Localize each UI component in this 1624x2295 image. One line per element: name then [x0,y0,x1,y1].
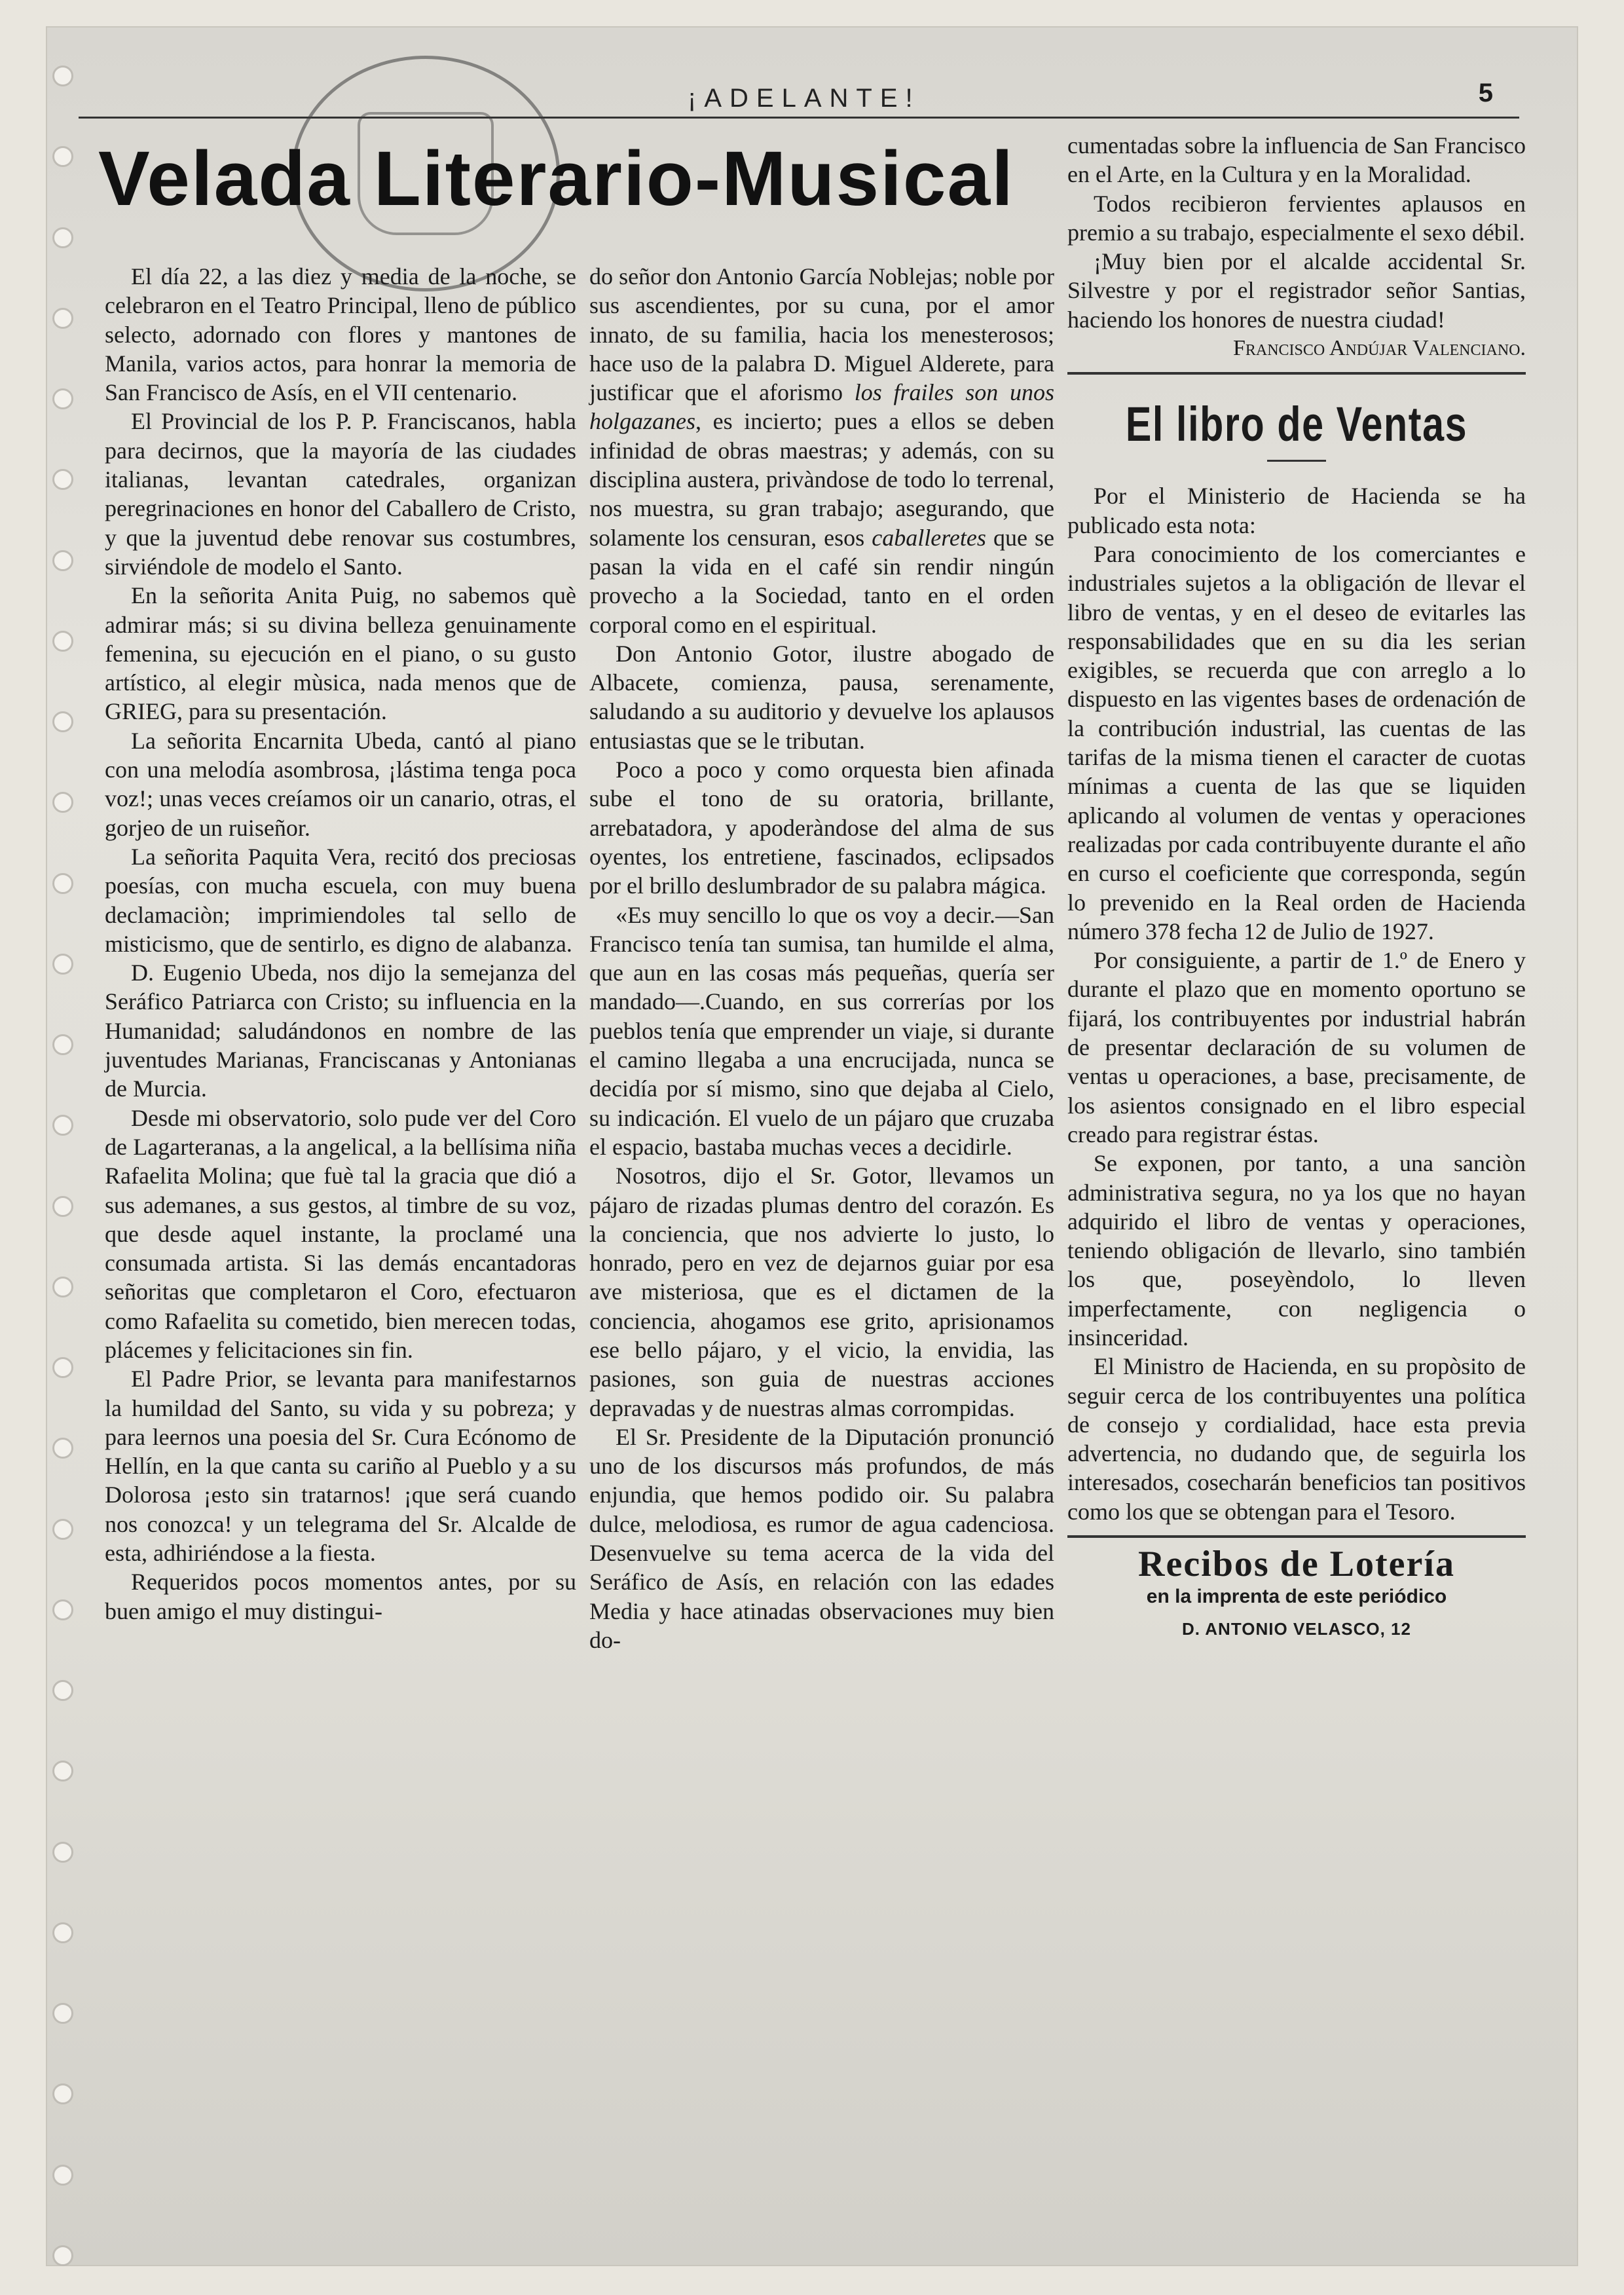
paragraph: Para conocimiento de los comerciantes e industriales sujetos a la obligación de llevar el libro de ventas, y en el deseo de evitarles las responsabilidades que en su dia les serian exigibles, se recuerda que con arreglo a lo dispuesto en las vigentes bases de ordenación de la contribución industrial, las cuentas de las tarifas de la misma tienen el caracter de cuotas mínimas a cuenta de las que se liquiden aplicando al volumen de ventas y operaciones realizadas por cada contribuyente durante el año en curso el coeficiente que corresponda, según lo prevenido en la Real orden de Hacienda número 378 fecha 12 de Julio de 1927. [1067,540,1526,944]
paragraph: ¡Muy bien por el alcalde accidental Sr. Silvestre y por el registrador señor Santias, haciendo los honores de nuestra ciudad! [1067,248,1526,333]
ring-hole-icon [52,308,73,329]
binder-rings [52,65,76,2266]
article-column-1 [105,262,576,1626]
ring-hole-icon [52,2083,73,2104]
ring-hole-icon [52,227,73,248]
paragraph: El Provincial de los P. P. Franciscanos, habla para decirnos, que la mayoría de las ciudades italianas, levantan catedrales, organizan peregrinaciones en honor del Caballero de Cristo, y que la juventud debe renovar sus costumbres, sirviéndole de modelo el Santo. [105,408,576,580]
paragraph: El día 22, a las diez y media de la noche, se celebraron en el Teatro Principal, lleno de público selecto, adornado con flores y mantones de Manila, varios actos, para honrar la memoria de San Francisco de Asís, en el VII centenario. [105,263,576,406]
header-rule [79,117,1519,119]
ring-hole-icon [52,792,73,813]
paragraph: Por el Ministerio de Hacienda se ha publicado esta nota: [1067,483,1526,538]
paragraph: Requeridos pocos momentos antes, por su buen amigo el muy distingui- [105,1569,576,1624]
ring-hole-icon [52,1680,73,1701]
ring-hole-icon [52,2245,73,2266]
text-run: , es incierto; pues a ellos se deben infinidad de obras maestras; y además, con su disciplina austera, privàndose de todo lo terrenal, nos muestra, su gran trabajo; asegurando, que solamente los censuran, esos [589,408,1054,551]
paragraph [589,262,1054,639]
article-headline: Velada Literario-Musical [98,136,1014,222]
ring-hole-icon [52,1115,73,1136]
ring-hole-icon [52,1842,73,1863]
paragraph: En la señorita Anita Puig, no sabemos què admirar más; si su divina belleza genuinamente femenina, su ejecución en el piano, o su gusto artístico, al elegir mùsica, nada menos que de GRIEG, para su presentación. [105,582,576,725]
paragraph: El Sr. Presidente de la Diputación pronunció uno de los discursos más profundos, de más enjundia, que hemos podido oir. Su palabra dulce, melodiosa, es rumor de agua cadenciosa. Desenvuelve su tema acerca de la vida del Seráfico de Asís, en relación con las edades Media y hace atinadas observaciones muy bien do- [589,1423,1054,1653]
ring-hole-icon [52,1357,73,1378]
paragraph: Poco a poco y como orquesta bien afinada sube el tono de su oratoria, brillante, arrebatadora, y apoderàndose del alma de sus oyentes, los entretiene, fascinados, eclipsados por el brillo deslumbrador de su palabra mágica. [589,756,1054,899]
masthead: ¡ADELANTE! [688,84,921,113]
paragraph: Desde mi observatorio, solo pude ver del Coro de Lagarteranas, a la angelical, a la bellísima niña Rafaelita Molina; que fuè tal la gracia que dió a sus ademanes, a sus gestos, al timbre de su voz, que desde aquel instante, la proclamé una consumada artista. Si las demás encantadoras señoritas que completaron el Coro, efectuaron como Rafaelita su cometido, bien merecen todas, plácemes y felicitaciones sin fin. [105,1104,576,1363]
ring-hole-icon [52,65,73,86]
paragraph: Nosotros, dijo el Sr. Gotor, llevamos un pájaro de rizadas plumas dentro del corazón. Es la conciencia, que nos advierte lo justo, lo honrado, pero en vez de dejarnos guiar por esa ave misteriosa, que es el dictamen de la conciencia, ahogamos ese grito, aprisionamos ese bello pájaro, y el vicio, la envidia, las pasiones, son guia de nuestras acciones depravadas y de nuestras almas corrompidas. [589,1163,1054,1421]
paragraph: Por consiguiente, a partir de 1.º de Enero y durante el plazo que en momento oportuno se fijará, los contribuyentes por industrial habrán de presentar declaración de su volumen de ventas u operaciones, a base, precisamente, de los asientos consignado en el libro especial creado para registrar éstas. [1067,947,1526,1148]
ring-hole-icon [52,873,73,894]
ad-address: D. ANTONIO VELASCO, 12 [1182,1618,1411,1639]
title-underline [1267,460,1326,462]
ring-hole-icon [52,146,73,167]
page-number: 5 [1478,79,1493,107]
ring-hole-icon [52,954,73,975]
section-title: El libro de Ventas [1125,397,1468,452]
paragraph: D. Eugenio Ubeda, nos dijo la semejanza del Seráfico Patriarca con Cristo; su influencia en la Humanidad; saludándonos en nombre de las juventudes Marianas, Franciscanas y Antonianas de Murcia. [105,960,576,1102]
ring-hole-icon [52,1599,73,1620]
author-signature: Francisco Andújar Valenciano. [1232,336,1526,361]
ring-hole-icon [52,1519,73,1540]
section-divider [1067,1535,1526,1538]
article-column-3 [1067,131,1526,1643]
text-run: que se pasan la vida en el café sin rendir ningún provecho a la Sociedad, tanto en el orden corporal como en el espiritual. [589,524,1054,638]
section-divider [1067,372,1526,375]
ad-subtitle: en la imprenta de este periódico [1146,1586,1447,1608]
ring-hole-icon [52,2003,73,2024]
paragraph: cumentadas sobre la influencia de San Francisco en el Arte, en la Cultura y en la Moralidad. [1067,132,1526,188]
ring-hole-icon [52,1196,73,1217]
italic-quote: los frailes son unos holgazanes [589,379,1054,435]
paragraph: La señorita Encarnita Ubeda, cantó al piano con una melodía asombrosa, ¡lástima tenga poca voz!; unas veces creíamos oir un canario, otras, el gorjeo de un ruiseñor. [105,727,576,841]
italic-word: caballeretes [872,524,986,551]
paragraph: «Es muy sencillo lo que os voy a decir.—San Francisco tenía tan sumisa, tan humilde el alma, que aun en las cosas más pequeñas, quería ser mandado—.Cuando, en sus correrías por los pueblos tenía que emprender un viaje, si durante el camino llegaba a una encrucijada, nunca se decidía por sí mismo, sino que dejaba al Cielo, su indicación. El vuelo de un pájaro que cruzaba el espacio, bastaba muchas veces a decidirle. [589,901,1054,1160]
ring-hole-icon [52,1438,73,1459]
page-header [79,79,1519,118]
paragraph: La señorita Paquita Vera, recitó dos preciosas poesías, con mucha escuela, con muy buena declamaciòn; imprimiendoles tal sello de misticismo, que de sentirlo, es digno de alabanza. [105,843,576,957]
ring-hole-icon [52,550,73,571]
paragraph: El Padre Prior, se levanta para manifestarnos la humildad del Santo, su vida y su pobreza; y para leernos una poesia del Sr. Cura Ecónomo de Hellín, en la que canta su cariño al Pueblo y a su Dolorosa ¡esto sin tratarnos! ¡que será cuando nos conozca! y un telegrama del Sr. Alcalde de esta, adhiriéndose a la fiesta. [105,1366,576,1567]
ring-hole-icon [52,631,73,652]
article-column-2 [589,262,1054,1654]
paragraph: Se exponen, por tanto, a una sanciòn administrativa segura, no ya los que no hayan adquirido el libro de ventas y operaciones, teniendo obligación de llevarlo, sino también los que, poseyèndolo, lo lleven imperfectamente, con negligencia o insinceridad. [1067,1150,1526,1351]
ad-title: Recibos de Lotería [1138,1544,1455,1585]
paragraph: Don Antonio Gotor, ilustre abogado de Albacete, comienza, pausa, serenamente, saludando a su auditorio y devuelve los aplausos entusiastas que se le tributan. [589,640,1054,754]
paragraph: El Ministro de Hacienda, en su propòsito de seguir cerca de los contribuyentes una política de consejo y cordialidad, hace esta previa advertencia, no dudando que, de seguirla los interesados, cosecharán beneficios tan positivos como los que se obtengan para el Tesoro. [1067,1353,1526,1525]
ring-hole-icon [52,388,73,409]
ring-hole-icon [52,711,73,732]
text-run: do señor don Antonio García Noblejas; noble por sus ascendientes, por su cuna, por el amor innato, de su familia, hacia los menesterosos; hace uso de la palabra D. Miguel Alderete, para justificar que el aforismo [589,263,1054,406]
ring-hole-icon [52,1034,73,1055]
ring-hole-icon [52,469,73,490]
ring-hole-icon [52,2165,73,2186]
ring-hole-icon [52,1922,73,1943]
advertisement [1067,1544,1526,1643]
paragraph: Todos recibieron fervientes aplausos en premio a su trabajo, especialmente el sexo débil. [1067,190,1526,246]
ring-hole-icon [52,1277,73,1297]
ring-hole-icon [52,1761,73,1782]
